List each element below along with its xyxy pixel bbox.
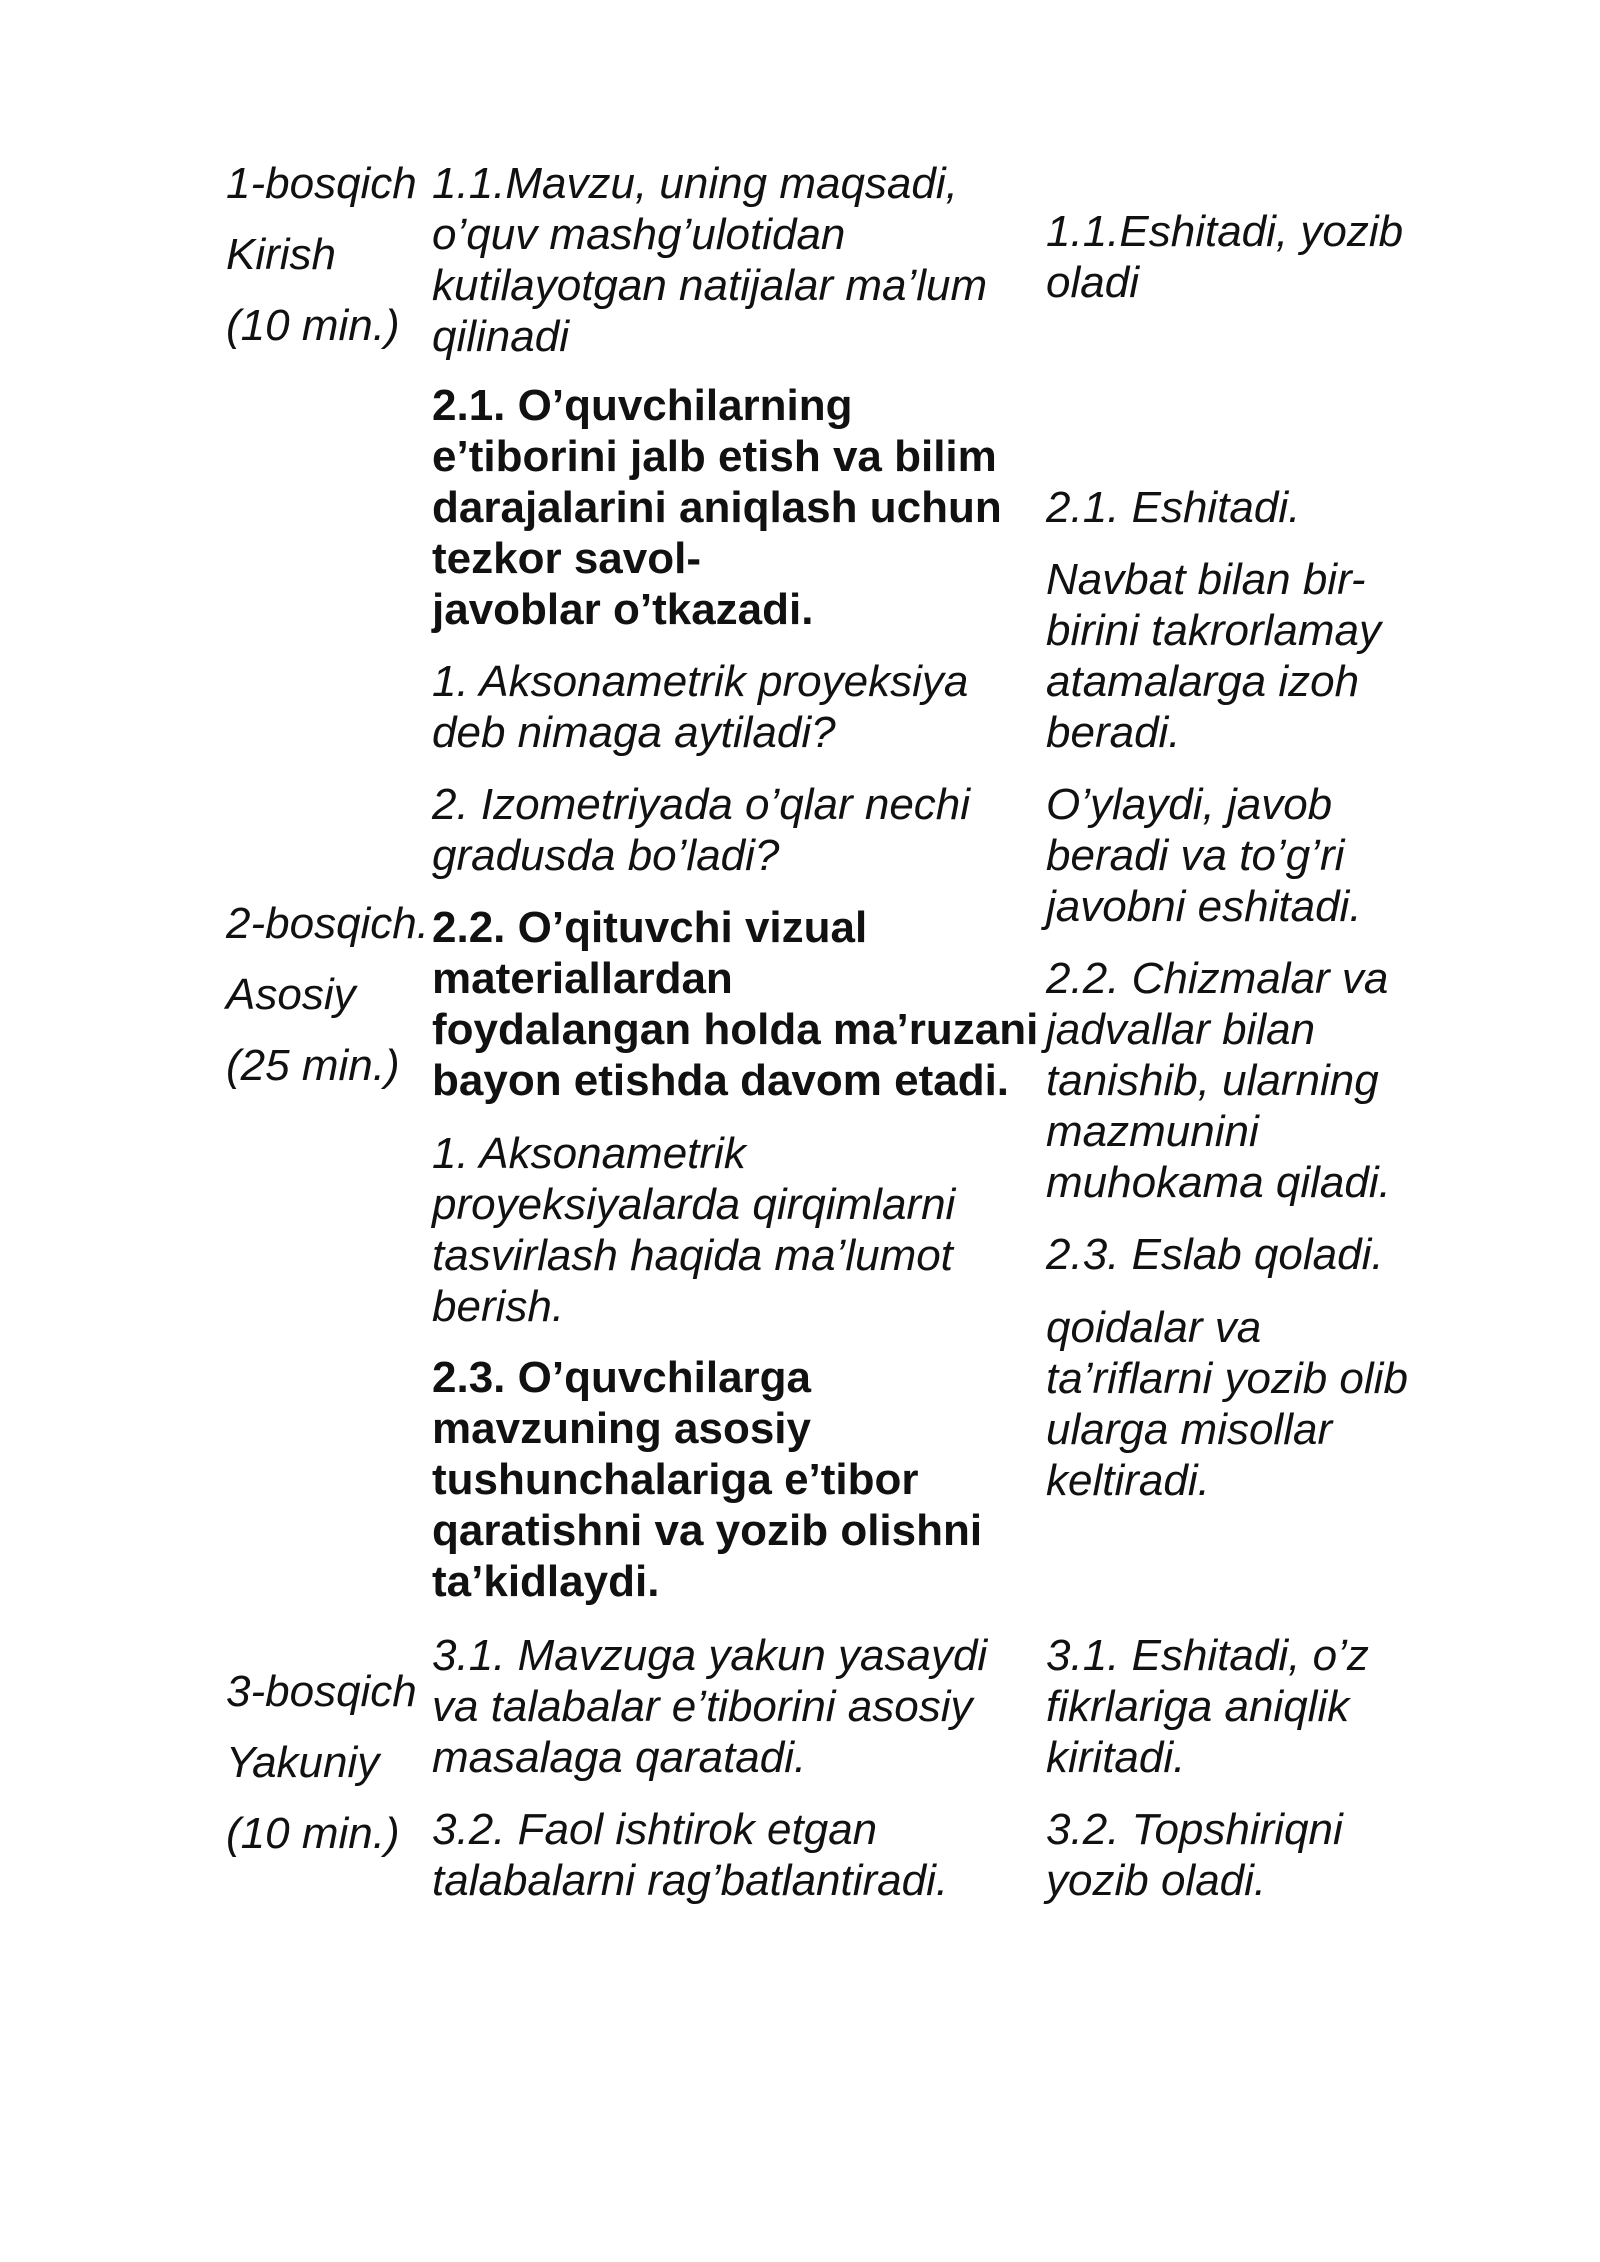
student-activity-2-2: 2.2. Chizmalar va jadvallar bilan tanishib, ularning mazmunini muhokama qiladi.: [1046, 954, 1391, 1207]
student-activity-2-3-note: qoidalar va ta’riflarni yozib olib ularga misollar keltiradi.: [1046, 1303, 1408, 1505]
teacher-activity-2-1: 2.1. O’quvchilarning e’tiborini jalb etish va bilim darajalarini aniqlash uchun tezkor savol- javoblar o’tkazadi.: [432, 381, 1002, 634]
stage-3-name: Yakuniy: [226, 1738, 380, 1787]
student-activity-2-1: 2.1. Eshitadi.: [1046, 483, 1301, 532]
stage-3-label: 3-bosqich: [226, 1667, 417, 1716]
student-activity-3-1: 3.1. Eshitadi, o’z fikrlariga aniqlik kiritadi.: [1046, 1631, 1369, 1782]
student-activity-2-1-answer: O’ylaydi, javob beradi va to’g’ri javobni eshitadi.: [1046, 780, 1362, 931]
teacher-activity-2-2-item: 1. Aksonametrik proyeksiyalarda qirqimlarni tasvirlash haqida ma’lumot berish.: [432, 1129, 956, 1331]
student-activity-1-1: 1.1.Eshitadi, yozib oladi: [1046, 207, 1404, 307]
teacher-activity-1-1: 1.1.Mavzu, uning maqsadi, o’quv mashg’ulotidan kutilayotgan natijalar ma’lum qilinadi: [432, 159, 988, 361]
teacher-question-1: 1. Aksonametrik proyeksiya deb nimaga aytiladi?: [432, 657, 969, 757]
student-activity-3-2: 3.2. Topshiriqni yozib oladi.: [1046, 1805, 1343, 1905]
teacher-activity-3-2: 3.2. Faol ishtirok etgan talabalarni rag’batlantiradi.: [432, 1805, 949, 1905]
student-activity-2-3: 2.3. Eslab qoladi.: [1046, 1230, 1384, 1279]
stage-1-name: Kirish: [226, 230, 337, 279]
stage-2-label: 2-bosqich.: [226, 899, 430, 948]
stage-1-label: 1-bosqich: [226, 159, 417, 208]
stage-1-duration: (10 min.): [226, 301, 400, 350]
teacher-activity-3-1: 3.1. Mavzuga yakun yasaydi va talabalar e’tiborini asosiy masalaga qaratadi.: [432, 1631, 988, 1782]
student-activity-2-1-note: Navbat bilan bir- birini takrorlamay atamalarga izoh beradi.: [1046, 555, 1381, 757]
teacher-activity-2-2: 2.2. O’qituvchi vizual materiallardan foydalangan holda ma’ruzani bayon etishda davom etadi.: [432, 903, 1039, 1105]
teacher-question-2: 2. Izometriyada o’qlar nechi gradusda bo’ladi?: [432, 780, 971, 880]
stage-3-duration: (10 min.): [226, 1809, 400, 1858]
stage-2-duration: (25 min.): [226, 1041, 400, 1090]
stage-2-name: Asosiy: [226, 970, 356, 1019]
teacher-activity-2-3: 2.3. O’quvchilarga mavzuning asosiy tushunchalariga e’tibor qaratishni va yozib olishni ta’kidlaydi.: [432, 1353, 983, 1606]
